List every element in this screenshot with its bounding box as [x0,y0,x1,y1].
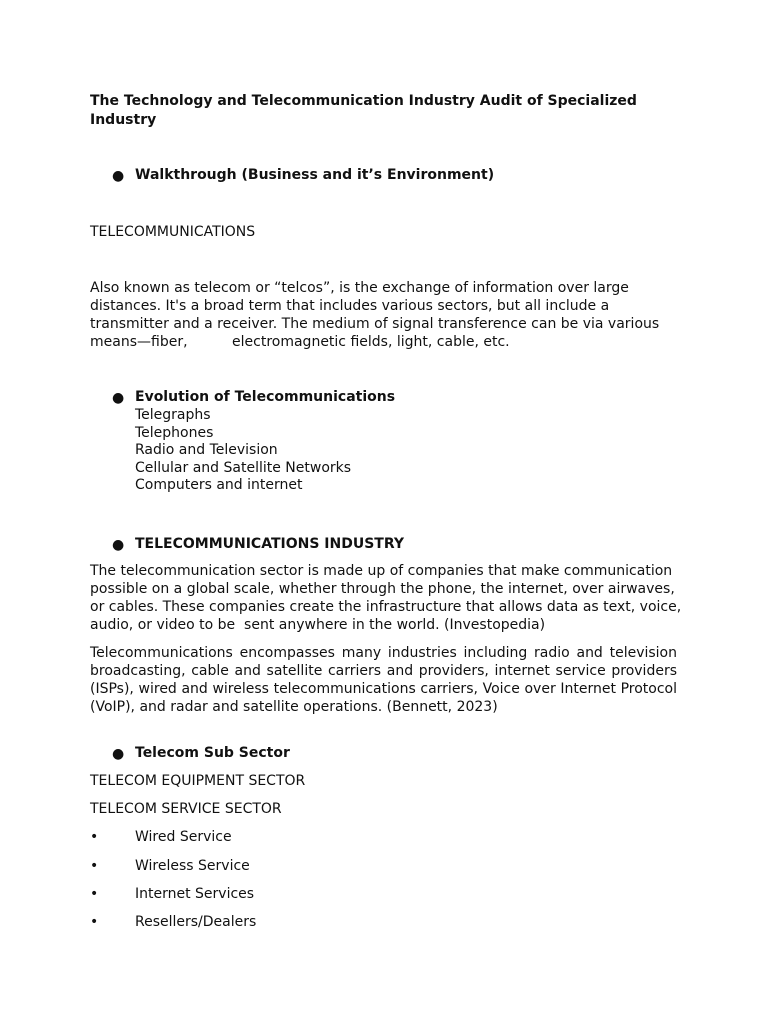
paragraph-line: broadcasting, cable and satellite carriers and providers, internet service providers [90,663,677,679]
paragraph-line: Telecommunications encompasses many industries including radio and television [90,645,677,661]
list-item: Wireless Service [135,858,250,874]
list-item: Telephones [135,424,214,441]
intro-line: distances. It's a broad term that includes various sectors, but all include a [90,298,610,314]
list-item: Resellers/Dealers [135,914,257,930]
list-item: Telegraphs [135,407,211,423]
paragraph-line: (VoIP), and radar and satellite operations. (Bennett, 2023) [90,699,498,715]
intro-line: transmitter and a receiver. The medium of signal transference can be via various [90,316,660,332]
evolution-heading: Evolution of Telecommunications [135,389,396,405]
industry-paragraph-1 [90,562,681,634]
paragraph-line: (ISPs), wired and wireless telecommunications carriers, Voice over Internet Protocol [90,681,677,697]
industry-heading: TELECOMMUNICATIONS INDUSTRY [135,536,404,552]
list-item: Wired Service [135,829,232,845]
walkthrough-heading: Walkthrough (Business and it’s Environment) [135,167,495,183]
bullet-icon: • [90,829,99,845]
evolution-list [135,407,351,495]
industry-paragraph-2 [90,644,677,716]
paragraph-line: possible on a global scale, whether through the phone, the internet, over airwaves, [90,581,675,597]
list-item: Computers and internet [135,477,303,494]
intro-line: means—fiber, electromagnetic fields, light, cable, etc. [90,334,510,350]
service-sector-label: TELECOM SERVICE SECTOR [90,801,282,817]
bullet-icon: ● [112,746,125,762]
bullet-icon: ● [112,168,125,184]
intro-paragraph [90,279,659,351]
list-item: Radio and Television [135,442,278,459]
subsector-heading: Telecom Sub Sector [135,745,290,761]
list-item: Cellular and Satellite Networks [135,459,352,476]
bullet-icon: • [90,886,99,902]
bullet-icon: • [90,914,99,930]
list-item: Internet Services [135,886,255,902]
bullet-icon: • [90,858,99,874]
document-title: The Technology and Telecommunication Industry Audit of Specialized Industry [90,93,637,128]
paragraph-line: The telecommunication sector is made up of companies that make communication [90,563,673,579]
intro-line: Also known as telecom or “telcos”, is the exchange of information over large [90,280,629,296]
paragraph-line: or cables. These companies create the infrastructure that allows data as text, voice, [90,599,682,615]
equipment-sector-label: TELECOM EQUIPMENT SECTOR [90,773,306,789]
bullet-icon: ● [112,390,125,406]
bullet-icon: ● [112,537,125,553]
telecommunications-label: TELECOMMUNICATIONS [90,224,256,240]
paragraph-line: audio, or video to be sent anywhere in the world. (Investopedia) [90,617,546,633]
